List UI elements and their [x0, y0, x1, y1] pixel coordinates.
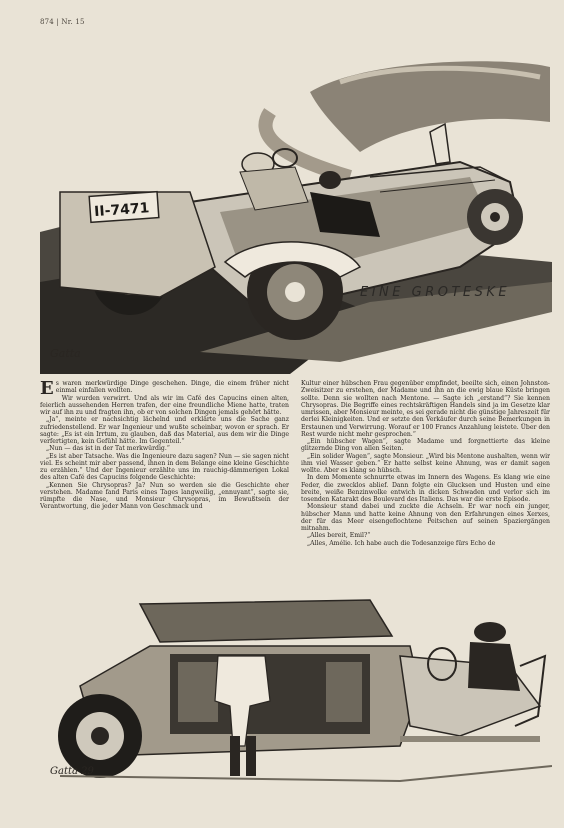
paragraph: „Kennen Sie Chrysopras? Ja? Nun so werden sie die Geschichte eher verstehen. Madame fand Paris eines Tages langweilig, „ennuyant“, sagte sie, rümpfte die Nase, und Monsieur Chrysopras, im Bewußtsein der Verantwortung, die jeder Mann von Geschmack und [40, 481, 289, 511]
car-illustration-bottom [40, 596, 552, 788]
text-column-right [301, 380, 550, 588]
paragraph: Kultur einer hübschen Frau gegenüber empfindet, beeilte sich, einen Johnston-Zweisitzer zu erstehen, der Madame und ihn an die ewig blaue Küste bringen sollte. Denn sie wollten nach Mentone. — Sagte ich „erstand“? Sie kennen Chrysopras. Die Begriffe eines rechtskräftigen Handels sind ja im Gesetze klar umrissen, aber Monsieur meinte, es sei gerade nicht die günstige Jahreszeit für derlei Kleinigkeiten. Und er setzte den Verkäufer durch seine Bemerkungen in Erstaunen und Verwirrung. Worauf er 100 Francs Anzahlung leistete. Über den Rest wurde nicht mehr gesprochen.“ [301, 380, 550, 438]
artist-signature-top: Gatta [50, 347, 81, 360]
paragraph: „Ein hübscher Wagen“, sagte Madame und forgnettierte das kleine glitzernde Ding von allen Seiten. [301, 438, 550, 453]
issue-number: Nr. 15 [61, 18, 85, 26]
page-header: 874 | Nr. 15 [40, 18, 85, 26]
paragraph: In dem Momente schnurrte etwas im Innern des Wagens. Es klang wie eine Feder, die zwecklos ablief. Dann folgte ein Glucksen und Husten und eine breite, weiße Benzinwolke entwich in dicken Schwaden und verlor sich im tosenden Katarakt des Boulevard des Italiens. Das war die erste Episode. [301, 474, 550, 503]
paragraph: Wir wurden verwirrt. Und als wir im Café des Capucins einen alten, feierlich aussehenden Herren trafen, der eine freundliche Miene hatte, traten wir auf ihn zu und fragten ihn, ob er von solchen Dingen jemals gehört hätte. [40, 394, 289, 416]
paragraph: „Alles bereit, Emil?“ [307, 532, 371, 540]
license-plate: II-7471 [93, 200, 150, 221]
car-illustration-top [40, 52, 552, 374]
text-column-left [40, 380, 289, 588]
paragraph: „Ja“, meinte er nachsichtig lächelnd und erklärte uns die Sache ganz zufriedenstellend. Er war Ingenieur und wußte scheinbar, wovon er sprach. Er sagte: „Es ist ein Irrtum, zu glauben, daß das Material, aus dem wir die Dinge verfertigten, kein Gefühl hätte. Im Gegenteil.“ [40, 416, 289, 445]
article-body [40, 380, 550, 588]
paragraph: Es waren merkwürdige Dinge geschehen. Dinge, die einem früher nicht einmal einfallen wollten. [40, 380, 289, 399]
paragraph: „Es ist aber Tatsache. Was die Ingenieure dazu sagen? Nun — sie sagen nicht viel. Es scheint mir aber passend, ihnen in dem Belange eine kleine Geschichte zu erzählen.“ Und der Ingenieur erzählte uns im rauchig-dämmerigen Lokal des alten Café des Capucins folgende Geschichte: [40, 452, 289, 482]
paragraph: „Nun — das ist in der Tat merkwürdig.“ [46, 445, 170, 453]
paragraph: Monsieur stand dabei und zuckte die Achseln. Er war noch ein junger, hübscher Mann und hatte keine Ahnung von den Erfahrungen eines Xerxes, der für das Meer eisengeflochtene Peitschen auf seinen Spaziergängen mitnahm. [301, 503, 550, 532]
drop-cap: E [40, 380, 54, 399]
artist-signature-bottom: Gatta 29 [50, 766, 94, 777]
paragraph: „Alles, Amélie. Ich habe auch die Todesanzeige fürs Echo de [307, 539, 496, 547]
page-number: 874 [40, 18, 54, 26]
paragraph: „Ein solider Wagen“, sagte Monsieur. „Wird bis Mentone aushalten, wenn wir ihm viel Wasser geben.“ Er hatte selbst keine Ahnung, was er damit sagen wollte. Aber es klang so hübsch. [301, 452, 550, 474]
article-title: EINE GROTESKE [360, 285, 511, 300]
